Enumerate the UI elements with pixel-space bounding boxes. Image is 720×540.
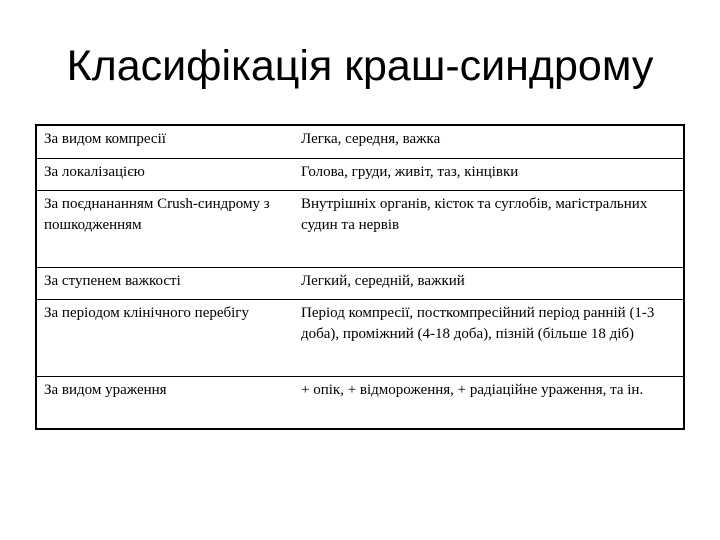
criterion-cell: За періодом клінічного перебігу [37,300,297,377]
value-cell: Період компресії, посткомпресійний період ранній (1-3 доба), проміжний (4-18 доба), пізній (більше 18 діб) [297,300,683,377]
value-cell: Легка, середня, важка [301,131,441,147]
table-row [37,191,683,268]
table-row [37,159,683,191]
value-cell: Голова, груди, живіт, таз, кінцівки [297,159,683,191]
criterion-cell: За видом ураження [37,377,297,429]
classification-table-grid [37,126,683,428]
table-row [37,126,683,159]
table-row [37,300,683,377]
criterion-cell: За локалізацією [37,159,297,191]
criterion-cell: За ступенем важкості [37,268,297,300]
value-cell: Внутрішніх органів, кісток та суглобів, магістральних судин та нервів [297,191,683,268]
classification-table [35,124,685,430]
criterion-cell: За поєднананням Crush-синдрому з пошкодженням [37,191,297,268]
table-row [37,377,683,429]
table-row [37,268,683,300]
value-cell: Легкий, середній, важкий [297,268,683,300]
value-cell: + опік, + відмороження, + радіаційне ураження, та ін. [297,377,683,429]
slide-title: Класифікація краш-синдрому [66,42,654,90]
criterion-cell: За видом компресії [44,131,166,147]
